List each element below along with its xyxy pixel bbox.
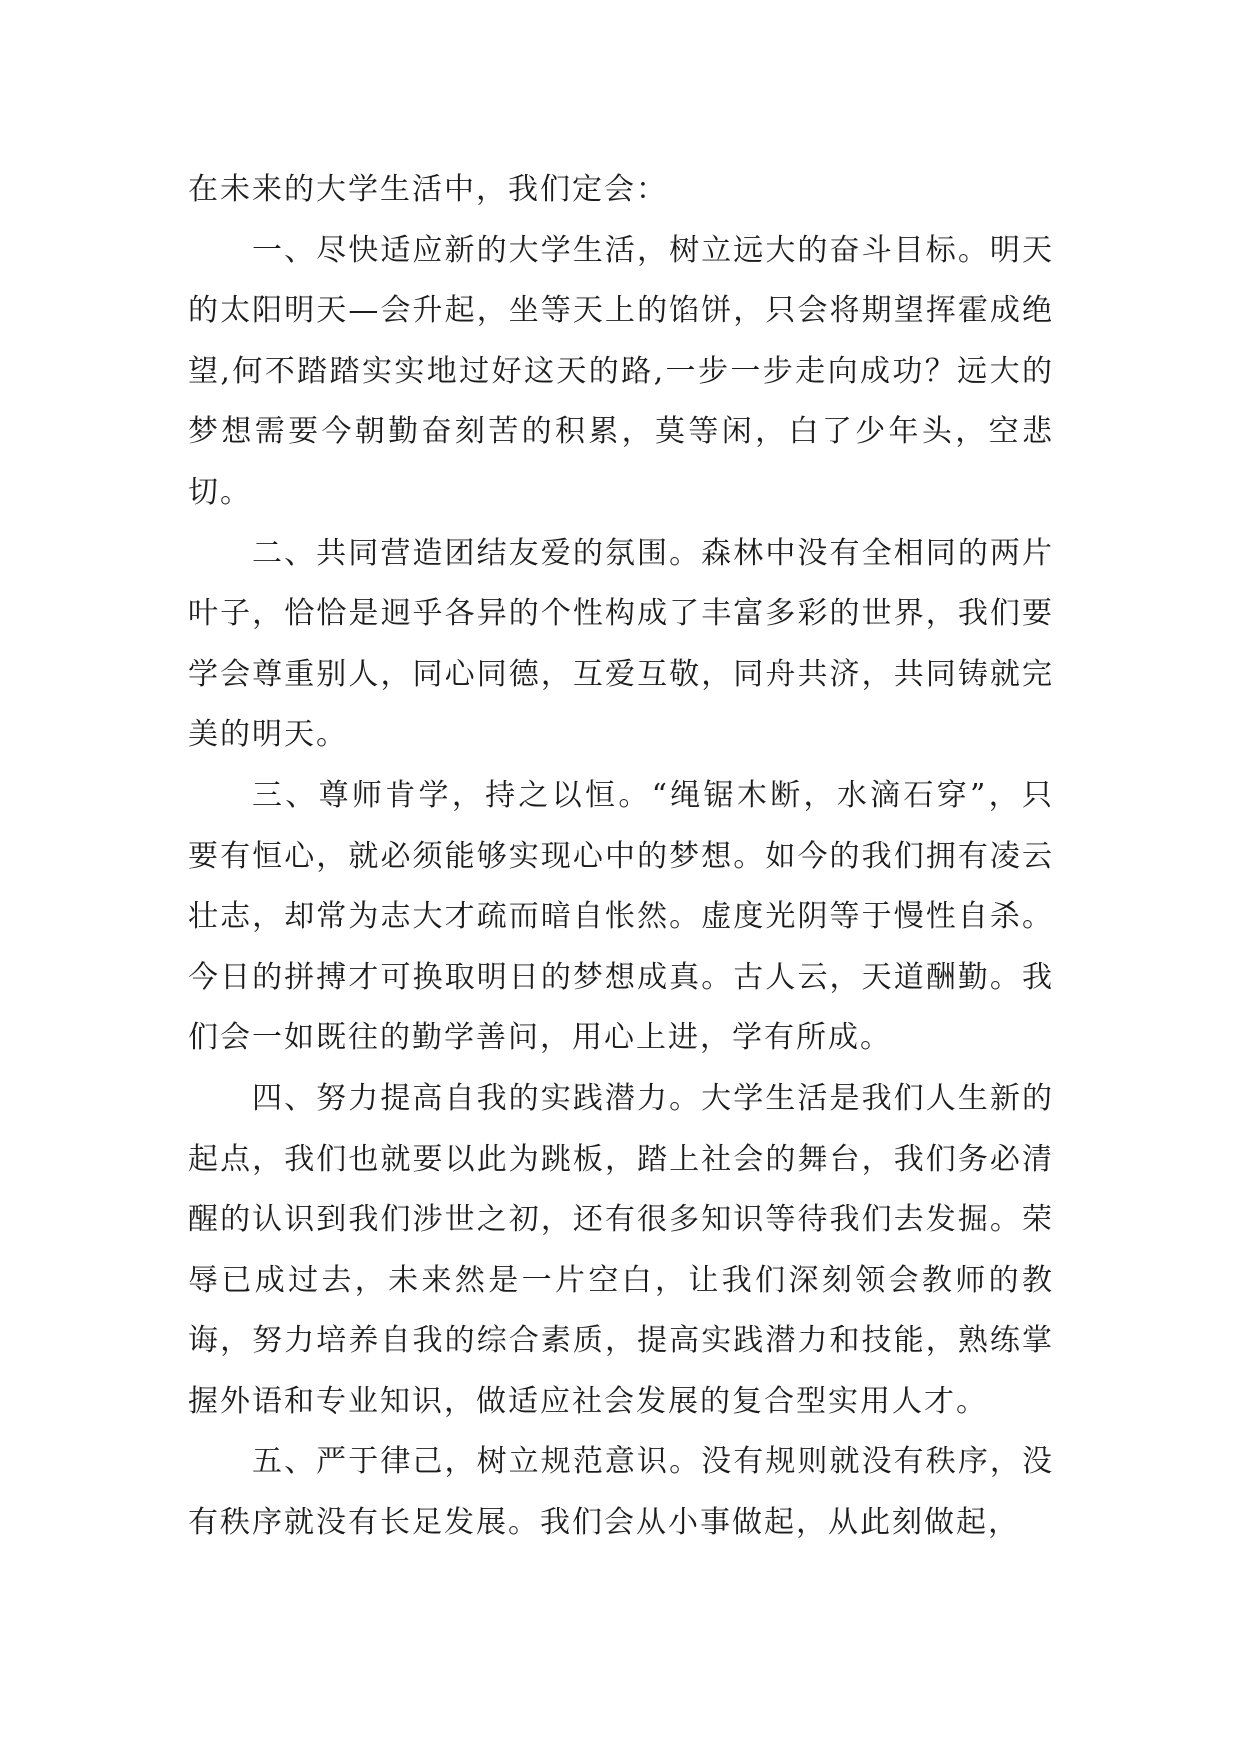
paragraph-point-1: 一、尽快适应新的大学生活，树立远大的奋斗目标。明天的太阳明天—会升起，坐等天上的馅饼，只会将期望挥霍成绝望,何不踏踏实实地过好这天的路,一步一步走向成功？远大的梦想需要今朝勤奋刻苦的积累，莫等闲，白了少年头，空悲切。 — [188, 232, 1054, 510]
paragraph-point-4: 四、努力提高自我的实践潜力。大学生活是我们人生新的起点，我们也就要以此为跳板，踏上社会的舞台，我们务必清醒的认识到我们涉世之初，还有很多知识等待我们去发掘。荣辱已成过去，未来然是一片空白，让我们深刻领会教师的教诲，努力培养自我的综合素质，提高实践潜力和技能，熟练掌握外语和专业知识，做适应社会发展的复合型实用人才。 — [188, 1080, 1054, 1419]
body-text — [188, 160, 1054, 1554]
paragraph-point-2: 二、共同营造团结友爱的氛围。森林中没有全相同的两片叶子，恰恰是迥乎各异的个性构成了丰富多彩的世界，我们要学会尊重别人，同心同德，互爱互敬，同舟共济，共同铸就完美的明天。 — [188, 535, 1054, 753]
paragraph-intro: 在未来的大学生活中，我们定会： — [188, 172, 668, 207]
paragraph-point-3: 三、尊师肯学，持之以恒。“绳锯木断，水滴石穿”，只要有恒心，就必须能够实现心中的梦想。如今的我们拥有凌云壮志，却常为志大才疏而暗自怅然。虚度光阴等于慢性自杀。今日的拼搏才可换取明日的梦想成真。古人云，天道酬勤。我们会一如既往的勤学善问，用心上进，学有所成。 — [188, 777, 1054, 1056]
paragraph-point-5: 五、严于律己，树立规范意识。没有规则就没有秩序，没有秩序就没有长足发展。我们会从小事做起，从此刻做起， — [188, 1444, 1054, 1541]
